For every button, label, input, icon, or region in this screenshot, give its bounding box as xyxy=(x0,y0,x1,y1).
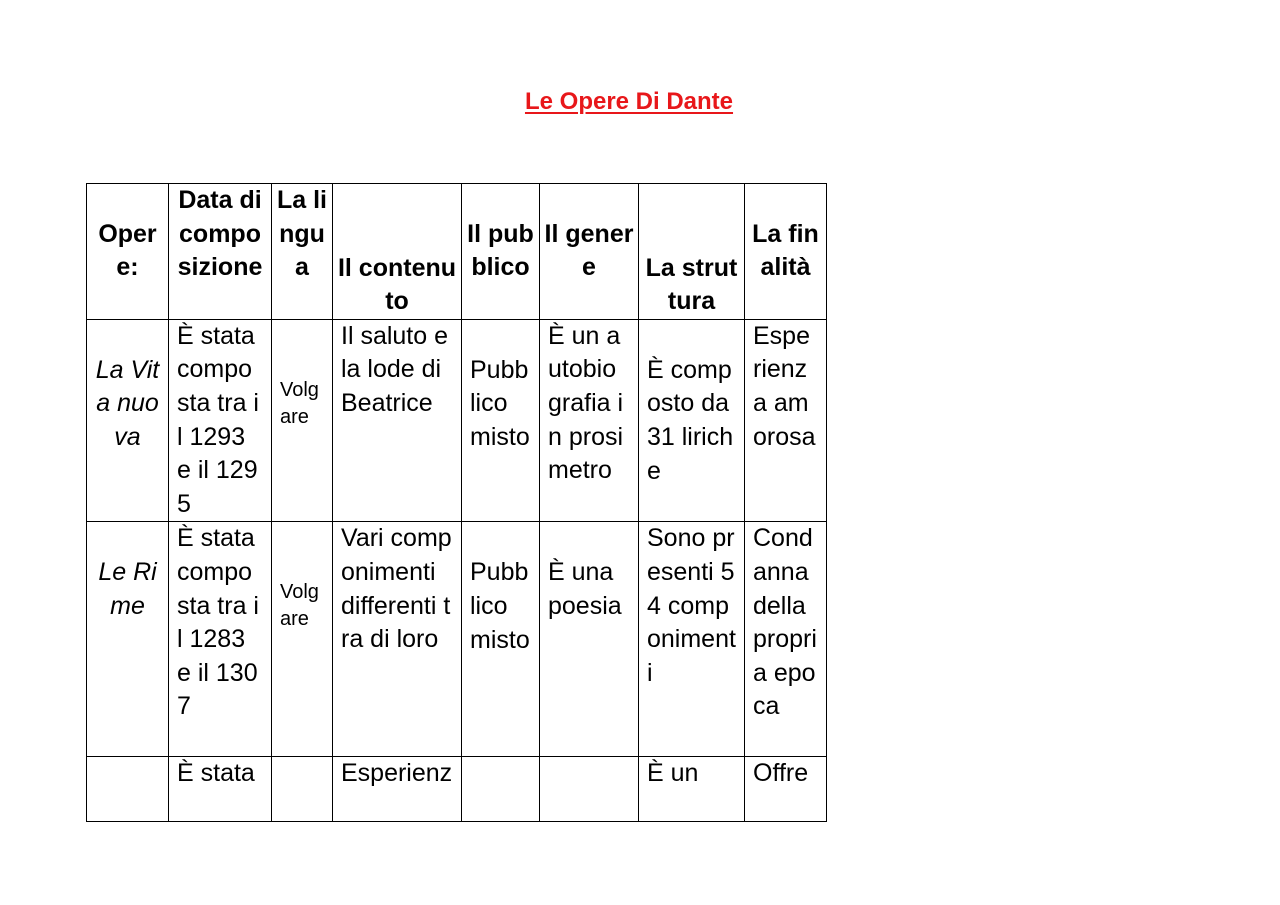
cell-finalita: Esperienza amorosa xyxy=(745,319,827,522)
cell-opera: Le Rime xyxy=(87,522,169,757)
cell-struttura: È composto da 31 liriche xyxy=(639,319,745,522)
cell-finalita: Condanna della propria epoca xyxy=(745,522,827,757)
cell-struttura: È un xyxy=(639,757,745,822)
cell-struttura: Sono presenti 54 componimenti xyxy=(639,522,745,757)
header-lingua: La lingua xyxy=(272,184,333,320)
header-opere: Opere: xyxy=(87,184,169,320)
header-finalita: La finalità xyxy=(745,184,827,320)
table-row xyxy=(87,757,827,822)
cell-pubblico: Pubblico misto xyxy=(462,319,540,522)
cell-genere xyxy=(540,757,639,822)
cell-lingua: Volgare xyxy=(272,522,333,757)
works-table xyxy=(86,183,827,822)
cell-data: È stata xyxy=(169,757,272,822)
header-data: Data di composizione xyxy=(169,184,272,320)
cell-contenuto: Vari componimenti differenti tra di loro xyxy=(333,522,462,757)
page-title: Le Opere Di Dante xyxy=(524,88,734,115)
cell-genere: È una poesia xyxy=(540,522,639,757)
table-row xyxy=(87,522,827,757)
header-struttura: La struttura xyxy=(639,184,745,320)
cell-opera xyxy=(87,757,169,822)
header-pubblico: Il pubblico xyxy=(462,184,540,320)
cell-genere: È un autobiografia in prosimetro xyxy=(540,319,639,522)
cell-data: È stata composta tra il 1283 e il 1307 xyxy=(169,522,272,757)
table-header-row xyxy=(87,184,827,320)
cell-contenuto: Il saluto e la lode di Beatrice xyxy=(333,319,462,522)
cell-data: È stata composta tra il 1293 e il 1295 xyxy=(169,319,272,522)
cell-lingua xyxy=(272,757,333,822)
cell-pubblico: Pubblico misto xyxy=(462,522,540,757)
cell-contenuto: Esperienz xyxy=(333,757,462,822)
table-row xyxy=(87,319,827,522)
cell-lingua: Volgare xyxy=(272,319,333,522)
header-genere: Il genere xyxy=(540,184,639,320)
header-contenuto: Il contenuto xyxy=(333,184,462,320)
cell-opera: La Vita nuova xyxy=(87,319,169,522)
cell-pubblico xyxy=(462,757,540,822)
cell-finalita: Offre xyxy=(745,757,827,822)
